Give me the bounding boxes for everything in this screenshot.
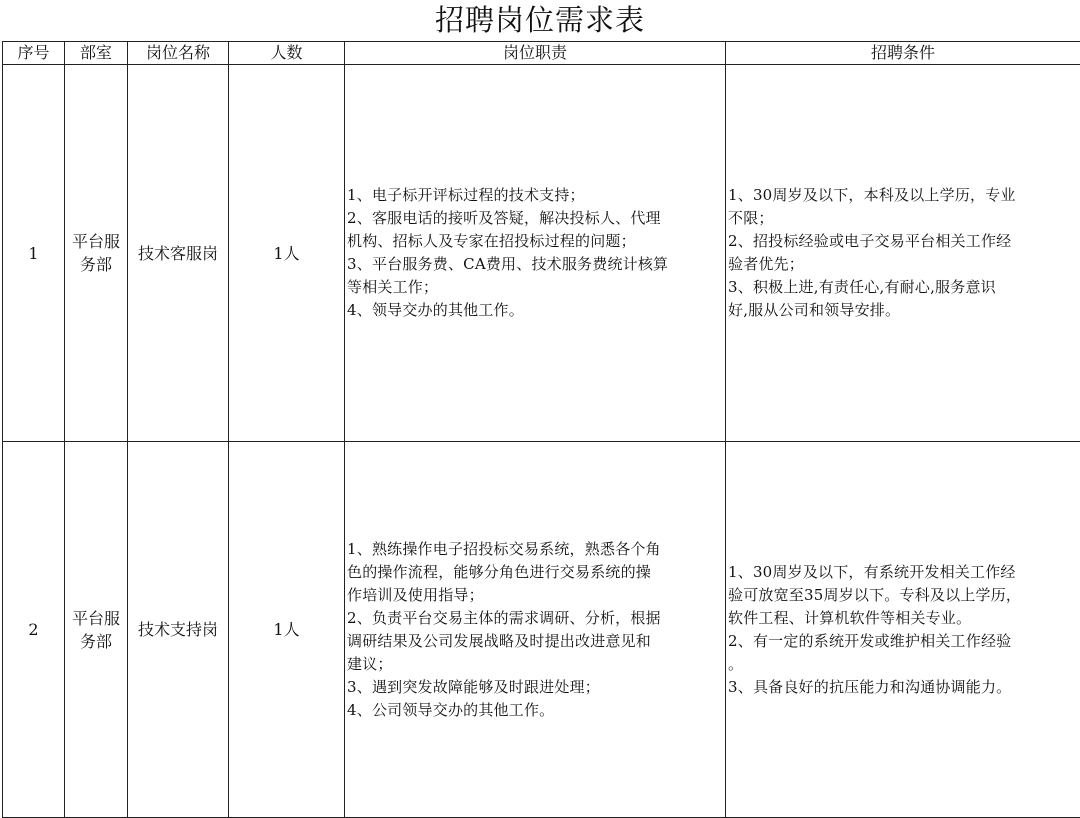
duty-line: 4、公司领导交办的其他工作。 (347, 699, 723, 722)
requirement-line: 3、具备良好的抗压能力和沟通协调能力。 (728, 676, 1078, 699)
duty-line: 色的操作流程，能够分角色进行交易系统的操 (347, 561, 723, 584)
row-duties (345, 442, 726, 818)
row-count: 1人 (229, 65, 345, 442)
row-requirements (726, 442, 1080, 818)
duty-line: 1、熟练操作电子招投标交易系统，熟悉各个角 (347, 538, 723, 561)
sheet-title: 招聘岗位需求表 (0, 0, 1080, 41)
duty-line: 3、遇到突发故障能够及时跟进处理； (347, 676, 723, 699)
duty-line: 4、领导交办的其他工作。 (347, 299, 723, 322)
table-row (3, 65, 1080, 442)
duty-line: 2、负责平台交易主体的需求调研、分析，根据 (347, 607, 723, 630)
row-position: 技术支持岗 (128, 442, 229, 818)
header-position: 岗位名称 (128, 42, 229, 65)
duty-line: 2、客服电话的接听及答疑，解决投标人、代理 (347, 207, 723, 230)
row-department (65, 442, 128, 818)
requirement-line: 2、有一定的系统开发或维护相关工作经验 (728, 630, 1078, 653)
duty-line: 建议； (347, 653, 723, 676)
row-duties (345, 65, 726, 442)
row-position: 技术客服岗 (128, 65, 229, 442)
recruitment-table (2, 41, 1080, 818)
requirement-line: 1、30周岁及以下，有系统开发相关工作经 (728, 561, 1078, 584)
table-row (3, 442, 1080, 818)
requirement-line: 验者优先； (728, 253, 1078, 276)
header-count: 人数 (229, 42, 345, 65)
header-requirements: 招聘条件 (726, 42, 1080, 65)
department-line: 平台服 (65, 230, 127, 253)
department-line: 平台服 (65, 607, 127, 630)
requirement-line: 不限； (728, 207, 1078, 230)
row-index: 1 (3, 65, 65, 442)
requirement-line: 验可放宽至35周岁以下。专科及以上学历， (728, 584, 1078, 607)
requirement-line: 软件工程、计算机软件等相关专业。 (728, 607, 1078, 630)
duty-line: 调研结果及公司发展战略及时提出改进意见和 (347, 630, 723, 653)
duty-line: 1、电子标开评标过程的技术支持； (347, 184, 723, 207)
requirement-line: 1、30周岁及以下，本科及以上学历，专业 (728, 184, 1078, 207)
table-header-row (3, 42, 1080, 65)
duty-line: 等相关工作； (347, 276, 723, 299)
duty-line: 3、平台服务费、CA费用、技术服务费统计核算 (347, 253, 723, 276)
header-index: 序号 (3, 42, 65, 65)
row-count: 1人 (229, 442, 345, 818)
row-department (65, 65, 128, 442)
department-line: 务部 (65, 253, 127, 276)
header-duties: 岗位职责 (345, 42, 726, 65)
requirement-line: 好,服从公司和领导安排。 (728, 299, 1078, 322)
row-requirements (726, 65, 1080, 442)
requirement-line: 。 (728, 653, 1078, 676)
requirement-line: 2、招投标经验或电子交易平台相关工作经 (728, 230, 1078, 253)
requirement-line: 3、积极上进,有责任心,有耐心,服务意识 (728, 276, 1078, 299)
department-line: 务部 (65, 630, 127, 653)
duty-line: 作培训及使用指导； (347, 584, 723, 607)
row-index: 2 (3, 442, 65, 818)
header-department: 部室 (65, 42, 128, 65)
duty-line: 机构、招标人及专家在招投标过程的问题； (347, 230, 723, 253)
